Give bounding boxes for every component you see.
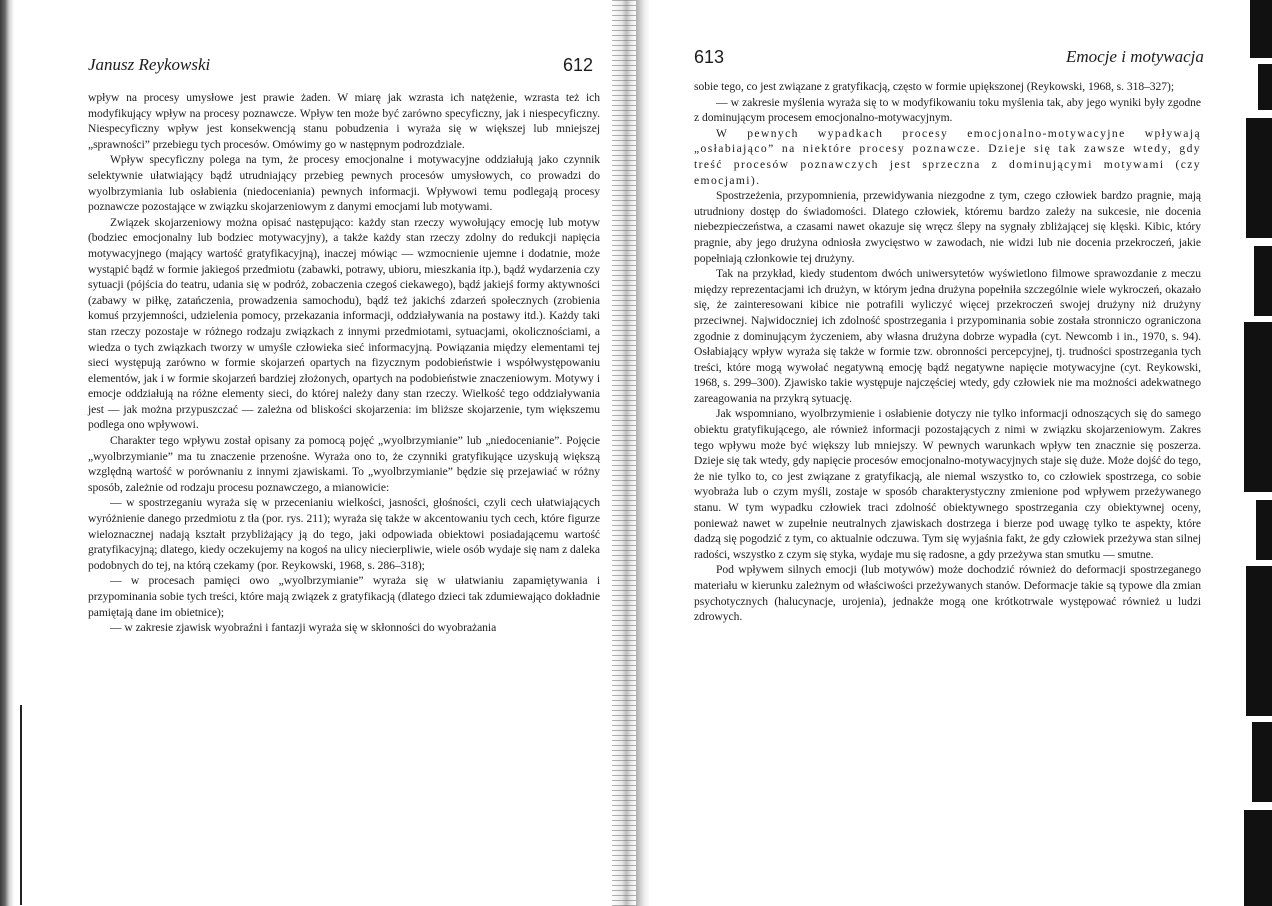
page-number-right: 613	[694, 47, 725, 67]
right-page	[636, 0, 1272, 906]
paragraph: Spostrzeżenia, przypomnienia, przewidywania niezgodne z tym, czego człowiek bardzo pragnie, mają utrudniony dostęp do świadomości. Dlatego człowiek, któremu bardzo zależy na sukcesie, nie docenia niebezpieczeństwa, a czasami nawet okazuje się wręcz ślepy na sygnały zbliżającej się klęski. Kibic, który pragnie, aby jego drużyna odniosła zwycięstwo w zawodach, nie widzi lub nie docenia przekroczeń, jakie popełniają członkowie tej drużyny.	[694, 189, 1201, 265]
scan-edge-block	[1244, 810, 1272, 906]
paragraph: Wpływ specyficzny polega na tym, że procesy emocjonalne i motywacyjne oddziałują jako czynnik selektywnie ułatwiający bądź utrudniający przebieg pewnych procesów umysłowych, co prowadzi do wyolbrzymiania lub osłabienia (niedoceniania) pewnych informacji. Wpływowi temu podlegają procesy poznawcze pozostające w związku skojarzeniowym z danymi emocjami lub motywami.	[88, 153, 600, 214]
scan-edge-block	[1244, 322, 1272, 492]
left-body-text	[88, 90, 600, 880]
scan-edge-block	[1252, 722, 1272, 802]
paragraph: — w procesach pamięci owo „wyolbrzymianie” wyraża się w ułatwianiu zapamiętywania i przypominania sobie tych treści, które mają związek z gratyfikacją (dlatego dzieci tak zdumiewająco dokładnie pamiętają dane im obietnice);	[88, 574, 600, 619]
running-head-title: Emocje i motywacja	[1066, 47, 1204, 66]
paragraph: Pod wpływem silnych emocji (lub motywów) może dochodzić również do deformacji spostrzeganego materiału w kierunku zależnym od właściwości przeżywanych stanów. Deformacje takie są typowe dla zmian psychotycznych (halucynacje, urojenia), jednakże mogą one krótkotrwale występować również u ludzi zdrowych.	[694, 563, 1201, 624]
paragraph: — w zakresie zjawisk wyobraźni i fantazji wyraża się w skłonności do wyobrażania	[110, 621, 497, 635]
right-body-text	[694, 79, 1201, 899]
paragraph: sobie tego, co jest związane z gratyfikacją, często w formie upiększonej (Reykowski, 1968, s. 318–327);	[694, 80, 1175, 93]
scan-edge-block	[1256, 500, 1272, 560]
paragraph: Związek skojarzeniowy można opisać następująco: każdy stan rzeczy wywołujący emocję lub motyw (bodziec emocjonalny lub bodziec motywacyjny), a także każdy stan rzeczy zdolny do redukcji napięcia motywacyjnego (mający wartość gratyfikacyjną), inaczej mówiąc — wzmocnienie ujemne i dodatnie, może wystąpić bądź w formie jakiegoś przedmiotu (zabawki, potrawy, ubioru, mieszkania itp.), bądź wydarzenia czy sytuacji (pójścia do teatru, udania się w podróż, zobaczenia czegoś ciekawego), bądź jakiejś formy aktywności (zabawy w piłkę, zatańczenia, prowadzenia samochodu), bądź też jakichś zdarzeń społecznych (zrobienia komuś przyjemności, udzielenia pomocy, przekazania informacji, oddziaływania na postawy itd.). Każdy taki stan rzeczy pozostaje w różnego rodzaju związkach z innymi przedmiotami, sytuacjami, okolicznościami, a wiedza o tych związkach tworzy w umyśle człowieka sieć informacyjną. Powiązania między elementami tej sieci występują zarówno w formie skojarzeń opartych na fizycznym podobieństwie i współwystępowaniu elementów, jak i w formie skojarzeń bardziej złożonych, opartych na podobieństwie znaczeniowym. Motywy i emocje oddziałują na różne elementy sieci, do której należy dany stan rzeczy. Wielkość tego oddziaływania jest — jak można przypuszczać — zależna od bliskości skojarzenia: im bliższe skojarzenie, tym większemu podlega ono wpływowi.	[88, 215, 600, 432]
scan-edge-block	[1246, 118, 1272, 238]
paragraph: Charakter tego wpływu został opisany za pomocą pojęć „wyolbrzymianie” lub „niedocenianie”. Pojęcie „wyolbrzymianie” ma tu znaczenie przenośne. Wyraża ono to, że czynniki gratyfikujące uzyskują większą względną wartość w porównaniu z innymi zjawiskami. To „wyolbrzymianie” będzie się przejawiać w różny sposób, zależnie od rodzaju procesu poznawczego, a mianowicie:	[88, 434, 600, 494]
paragraph: — w spostrzeganiu wyraża się w przecenianiu wielkości, jasności, głośności, czyli cech ułatwiających wyróżnienie danego przedmiotu z tła (por. rys. 211); wyraża się także w akcentowaniu tych cech, które figurze wieloznacznej nadają kształt przybliżający ją do tego, jaki odpowiada obiektowi posiadającemu wartość gratyfikacyjną; dlatego, kiedy oczekujemy na kogoś na ulicy niecierpliwie, wiele osób wydaje się nam z daleka podobnych do tej, na którą czekamy (por. Reykowski, 1968, s. 286–318);	[88, 496, 600, 572]
paragraph: W pewnych wypadkach procesy emocjonalno-motywacyjne wpływają „osłabiająco” na niektóre procesy poznawcze. Dzieje się tak zawsze wtedy, gdy treść procesów poznawczych jest sprzeczna z dominującymi motywami (czy emocjami).	[694, 126, 1201, 187]
paragraph: — w zakresie myślenia wyraża się to w modyfikowaniu toku myślenia tak, aby jego wyniki były zgodne z dominującym procesem emocjonalno-motywacyjnym.	[694, 95, 1201, 125]
paragraph: wpływ na procesy umysłowe jest prawie żaden. W miarę jak wzrasta ich natężenie, wzrasta też ich modyfikujący wpływ na procesy poznawcze. Wpływ ten może być zarówno specyficzny, jak i niespecyficzny. Niespecyficzny wpływ jest konsekwencją stanu pobudzenia i wyraża się w większej lub mniejszej „sprawności” przebiegu tych procesów. Omówimy go w następnym podrozdziale.	[88, 91, 600, 151]
scan-edge-block	[1254, 246, 1272, 316]
scan-edge-block	[1250, 0, 1272, 58]
book-gutter-shadow	[636, 0, 650, 906]
scan-edge-block	[1246, 566, 1272, 716]
book-gutter-shadow	[612, 0, 636, 906]
paragraph: Jak wspomniano, wyolbrzymienie i osłabienie dotyczy nie tylko informacji odnoszących się do samego obiektu gratyfikującego, ale również informacji pozostających z nimi w związku skojarzeniowym. Zakres tego wpływu może być większy lub mniejszy. W pewnych warunkach wpływ ten znacznie się poszerza. Dzieje się tak wtedy, gdy napięcie procesów emocjonalno-motywacyjnych staje się duże. Może dojść do tego, że nie tylko to, co jest związane z gratyfikacją, ale niemal wszystko to, co człowiek spostrzega, co sobie wyobraża lub o czym myśli, zostaje w sposób charakterystyczny zmienione pod wpływem przeżywanego stanu. W tym wypadku człowiek traci zdolność obiektywnego spostrzegania czy obiektywnej oceny, ponieważ nawet w zupełnie neutralnych zjawiskach dostrzega i bierze pod uwagę tylko te aspekty, które dadzą się pogodzić z tym, co aktualnie odczuwa. Tym się wyjaśnia fakt, że gdy człowiek przeżywa stan silnej radości, wszystko z czym się styka, wydaje mu się radosne, a gdy przeżywa stan smutku — smutne.	[694, 407, 1201, 561]
scan-edge-shadow	[0, 0, 14, 906]
page-number-left: 612	[563, 55, 594, 75]
paragraph: Tak na przykład, kiedy studentom dwóch uniwersytetów wyświetlono filmowe sprawozdanie z meczu między reprezentacjami ich drużyn, w którym jedna drużyna popełniła szczególnie wiele wykroczeń, okazało się, że zainteresowani kibice nie potrafili wyliczyć więcej przekroczeń swojej drużyny niż drużyny przeciwnej. Najwidoczniej ich zdolność spostrzegania i przypominania sobie została stronniczo ograniczona zgodnie z dominującym życzeniem, aby własna drużyna dobrze wypadła (cyt. Newcomb i in., 1970, s. 94). Osłabiający wpływ wyraża się także w formie tzw. obronności percepcyjnej, tj. trudności spostrzegania tych treści, które mogą wywołać negatywną emocję bądź negatywne napięcie motywacyjne (cyt. Reykowski, 1968, s. 299–300). Zjawisko takie występuje najczęściej wtedy, gdy człowiek nie ma możności adekwatnego zareagowania na przykrą sytuację.	[694, 267, 1201, 405]
scan-edge-shadow	[1242, 0, 1272, 906]
scan-edge-line	[20, 705, 22, 905]
running-head-author: Janusz Reykowski	[88, 55, 211, 74]
scan-edge-block	[1258, 64, 1272, 110]
